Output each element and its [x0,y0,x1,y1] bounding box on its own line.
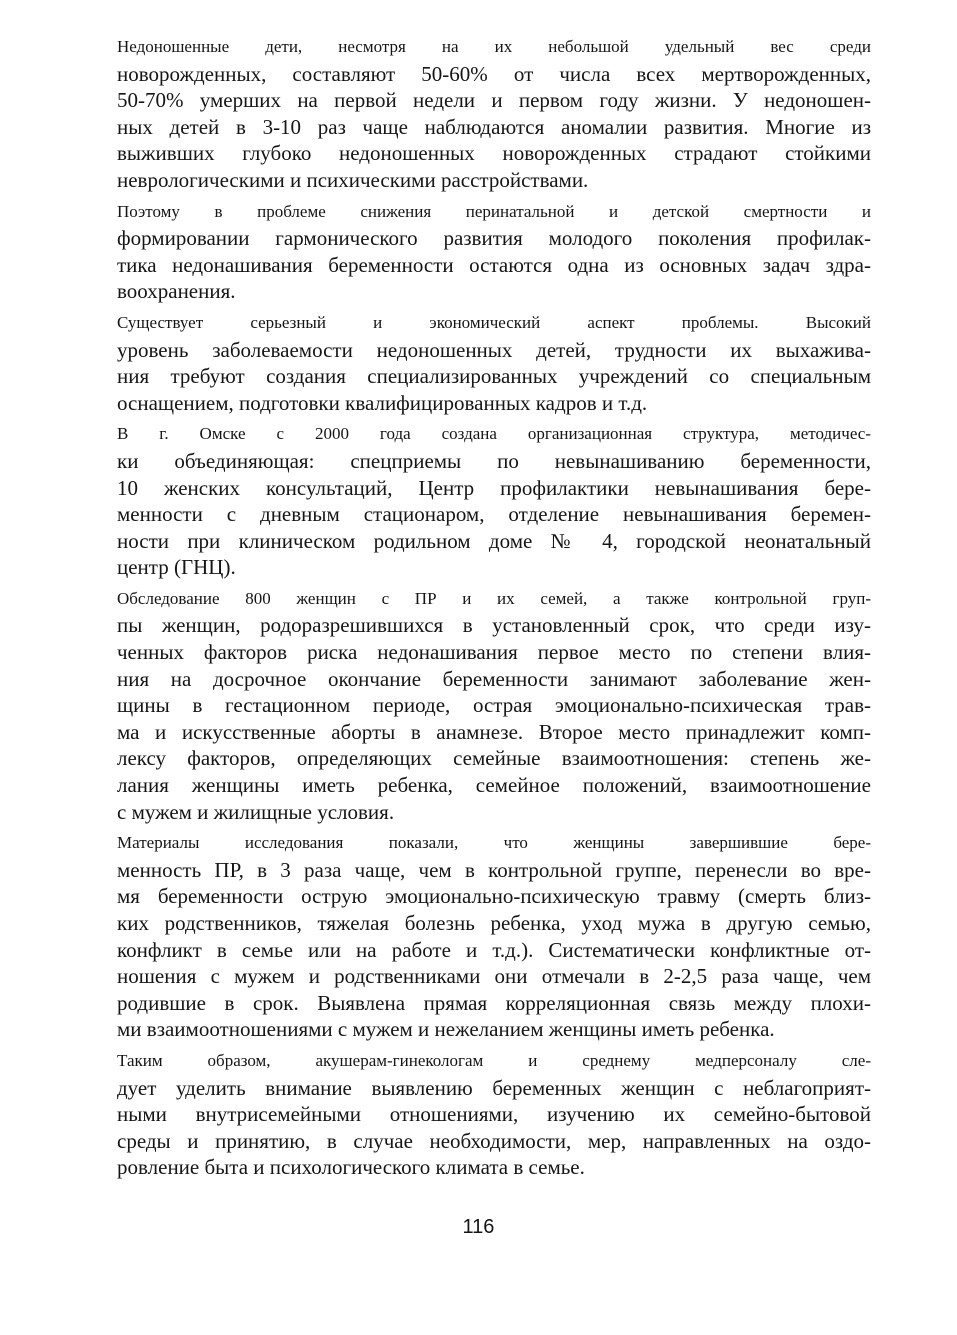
text-line: центр (ГНЦ). [117,555,236,580]
text-line: Недоношенные дети, несмотря на их небольшой удельный вес среди [117,37,871,56]
text-line: менности с дневным стационаром, отделение невынашивания беремен- [117,502,871,527]
paragraph [89,310,871,416]
text-line: тика недонашивания беременности остаются одна из основных задач здра- [117,252,871,277]
text-line: ченных факторов риска недонашивания первое место по степени влия- [117,640,871,665]
paragraph [89,34,871,194]
text-line: ки объединяющая: спецприемы по невынашиванию беременности, [117,448,871,473]
text-line: Материалы исследования показали, что женщины завершившие бере- [117,833,871,853]
text-line: лания женщины иметь ребенка, семейное положений, взаимоотношение [117,773,871,798]
text-line: конфликт в семье или на работе и т.д.). Систематически конфликтные от- [117,937,871,962]
text-line: ких родственников, тяжелая болезнь ребенка, уход мужа в другую семью, [117,911,871,935]
text-line: 10 женских консультаций, Центр профилактики невынашивания бере- [117,475,871,500]
text-line: ния на досрочное окончание беременности занимают заболевание жен- [117,666,871,691]
text-line: Таким образом, акушерам-гинекологам и среднему медперсоналу сле- [117,1050,871,1070]
text-line: щины в гестационном периоде, острая эмоционально-психическая трав- [117,693,871,718]
text-line: мя беременности острую эмоционально-психическую травму (смерть близ- [117,884,871,909]
text-line: пы женщин, родоразрешившихся в установленный срок, что среди изу- [117,613,871,638]
paragraph [89,1048,871,1181]
text-line: В г. Омске с 2000 года создана организационная структура, методичес- [117,424,871,444]
text-line: родившие в срок. Выявлена прямая корреляционная связь между плохи- [117,990,871,1015]
text-line: среды и принятию, в случае необходимости, мер, направленных на оздо- [117,1128,871,1153]
text-line: менность ПР, в 3 раза чаще, чем в контрольной группе, перенесли во вре- [117,857,871,882]
page-number: 116 [462,1216,495,1238]
text-line: лексу факторов, определяющих семейные взаимоотношения: степень же- [117,746,871,771]
paragraph [89,421,871,581]
text-line: ности при клиническом родильном доме № 4, городской неонатальный [117,528,871,553]
text-line: оснащением, подготовки квалифицированных кадров и т.д. [117,390,648,415]
text-line: 50-70% умерших на первой недели и первом году жизни. У недоношен- [117,88,871,113]
text-line: ма и искусственные аборты в анамнезе. Второе место принадлежит комп- [117,719,871,744]
text-line: ния требуют создания специализированных учреждений со специальным [117,364,871,389]
text-line: ношения с мужем и родственниками они отмечали в 2-2,5 раза чаще, чем [117,964,871,989]
text-line: уровень заболеваемости недоношенных детей, трудности их выхажива- [117,337,871,362]
text-line: новорожденных, составляют 50-60% от числа всех мертворожденных, [117,61,871,86]
text-line: дует уделить внимание выявлению беременных женщин с неблагоприят- [117,1075,871,1100]
text-line: выживших глубоко недоношенных новорожденных страдают стойкими [117,141,871,166]
text-line: формировании гармонического развития молодого поколения профилак- [117,226,871,251]
text-line: Существует серьезный и экономический аспект проблемы. Высокий [117,312,871,332]
paragraph [89,586,871,825]
text-line: ровление быта и психологического климата в семье. [117,1155,585,1180]
text-line: с мужем и жилищные условия. [117,799,395,824]
text-line: неврологическими и психическими расстройствами. [117,167,589,192]
text-line: Поэтому в проблеме снижения перинатальной и детской смертности и [117,201,871,221]
text-line: воохранения. [117,279,236,304]
paragraph [89,199,871,305]
text-line: ми взаимоотношениями с мужем и нежеланием женщины иметь ребенка. [117,1017,775,1042]
paragraph [89,830,871,1043]
text-line: Обследование 800 женщин с ПР и их семей, а также контрольной груп- [117,588,871,608]
body-text [89,34,871,1186]
text-line: ных детей в 3-10 раз чаще наблюдаются аномалии развития. Многие из [117,114,871,139]
text-line: ными внутрисемейными отношениями, изучению их семейно-бытовой [117,1102,871,1127]
